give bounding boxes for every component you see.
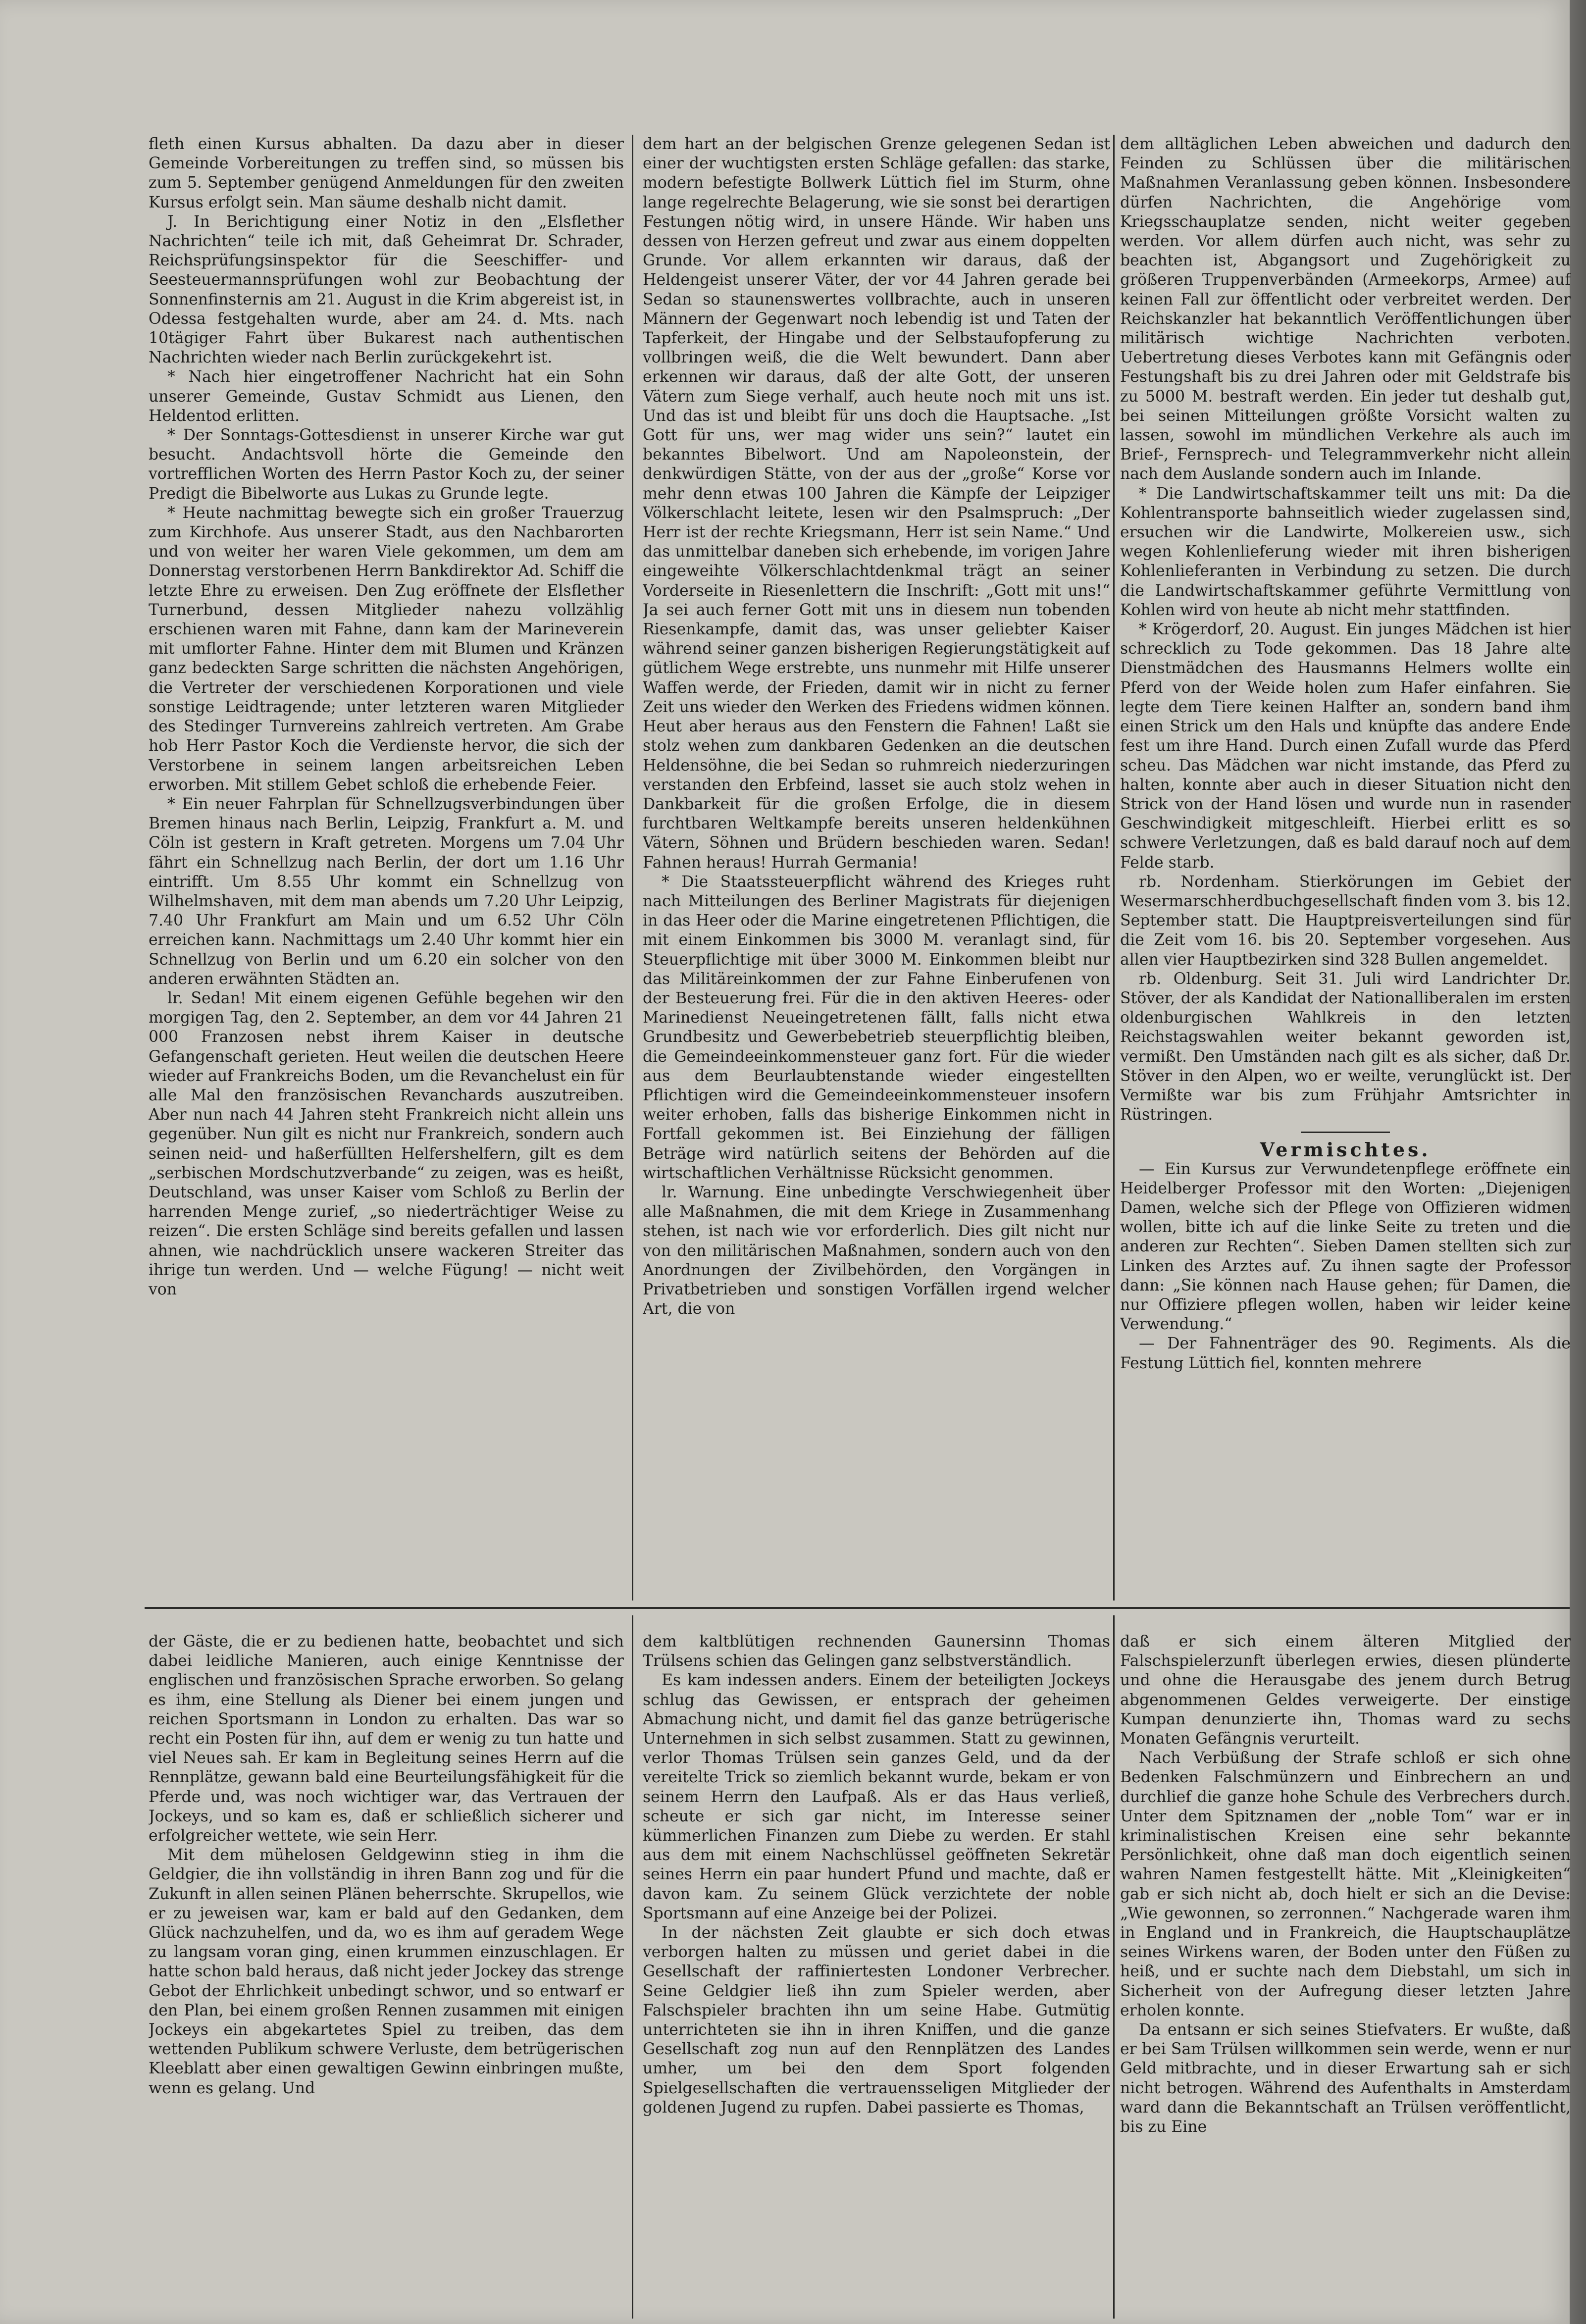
section-separator <box>1301 1132 1390 1133</box>
paragraph: dem hart an der belgischen Grenze gelegenen Sedan ist einer der wuchtigsten ersten Schläge gefallen: das starke, modern befestigte Bollwerk Lüttich fiel im Sturm, ohne lange regelrechte Belagerung, wie sie sonst bei derartigen Festungen nötig wird, in unsere Hände. Wir haben uns dessen von Herzen gefreut und zwar aus einem doppelten Grunde. Vor allem erkannten wir daraus, daß der Heldengeist unserer Väter, der vor 44 Jahren gerade bei Sedan so staunenswertes vollbrachte, auch in unseren Männern der Gegenwart noch lebendig ist und Taten der Tapferkeit, der Hingabe und der Selbstaufopferung zu vollbringen weiß, die die Welt bewundert. Dann aber erkennen wir daraus, daß der alte Gott, der unseren Vätern zum Siege verhalf, auch heute noch mit uns ist. Und das ist und bleibt für uns doch die Hauptsache. „Ist Gott für uns, wer mag wider uns sein?“ lautet ein bekanntes Bibelwort. Und am Napoleonstein, der denkwürdigen Stätte, von der aus der „große“ Korse vor mehr denn etwas 100 Jahren die Kämpfe der Leipziger Völkerschlacht leitete, lesen wir den Psalmspruch: „Der Herr ist der rechte Kriegsmann, Herr ist sein Name.“ Und das unmittelbar daneben sich erhebende, im vorigen Jahre eingeweihte Völkerschlachtdenkmal trägt an seiner Vorderseite in Riesenlettern die Inschrift: „Gott mit uns!“ Ja sei auch ferner Gott mit uns in diesem nun tobenden Riesenkampfe, damit das, was unser geliebter Kaiser während seiner ganzen bisherigen Regierungstätigkeit auf gütlichem Wege erstrebte, uns nunmehr mit Hilfe unserer Waffen werde, der Frieden, damit wir in nicht zu ferner Zeit uns wieder den Werken des Friedens widmen können. Heut aber heraus aus den Fenstern die Fahnen! Laßt sie stolz wehen zum dankbaren Gedenken an die deutschen Heldensöhne, die bei Sedan so ruhmreich niederzuringen verstanden den Erbfeind, lasset sie auch stolz wehen in Dankbarkeit für die großen Erfolge, die in diesem furchtbaren Weltkampfe bereits unseren heldenkühnen Vätern, Söhnen und Brüdern beschieden waren. Sedan! Fahnen heraus! Hurrah Germania! <box>643 135 1110 872</box>
top-column-1 <box>149 135 624 1596</box>
bottom-column-1 <box>149 1632 624 2316</box>
paragraph: * Ein neuer Fahrplan für Schnellzugsverbindungen über Bremen hinaus nach Berlin, Leipzig, Frankfurt a. M. und Cöln ist gestern in Kraft getreten. Morgens um 7.04 Uhr fährt ein Schnellzug nach Berlin, der dort um 1.16 Uhr eintrifft. Um 8.55 Uhr kommt ein Schnellzug von Wilhelmshaven, mit dem man abends um 7.20 Uhr Leipzig, 7.40 Uhr Frankfurt am Main und um 6.52 Uhr Cöln erreichen kann. Nachmittags um 2.40 Uhr kommt hier ein Schnellzug von Berlin und um 6.20 ein solcher von den anderen erwähnten Städten an. <box>149 795 624 988</box>
paragraph: rb. Oldenburg. Seit 31. Juli wird Landrichter Dr. Stöver, der als Kandidat der Nationalliberalen im ersten oldenburgischen Wahlkreis in den letzten Reichstagswahlen weiter bekannt geworden ist, vermißt. Den Umständen nach gilt es als sicher, daß Dr. Stöver in den Alpen, wo er weilte, verunglückt ist. Der Vermißte war bis zum Frühjahr Amtsrichter in Rüstringen. <box>1120 970 1571 1124</box>
paragraph: * Krögerdorf, 20. August. Ein junges Mädchen ist hier schrecklich zu Tode gekommen. Das 18 Jahre alte Dienstmädchen des Hausmanns Helmers wollte ein Pferd von der Weide holen zum Hafer einfahren. Sie legte dem Tiere keinen Halfter an, sondern band ihm einen Strick um den Hals und knüpfte das andere Ende fest um ihre Hand. Durch einen Zufall wurde das Pferd scheu. Das Mädchen war nicht imstande, das Pferd zu halten, konnte aber auch in dieser Situation nicht den Strick von der Hand lösen und wurde nun in rasender Geschwindigkeit mitgeschleift. Hierbei erlitt es so schwere Verletzungen, daß es bald darauf noch auf dem Felde starb. <box>1120 620 1571 872</box>
paragraph: Mit dem mühelosen Geldgewinn stieg in ihm die Geldgier, die ihn vollständig in ihren Bann zog und für die Zukunft in allen seinen Plänen beherrschte. Skrupellos, wie er zu jeweisen war, kam er bald auf den Gedanken, dem Glück nachzuhelfen, und da, wo es ihm auf geradem Wege zu langsam voran ging, einen krummen einzuschlagen. Er hatte schon bald heraus, daß nicht jeder Jockey das strenge Gebot der Ehrlichkeit unbedingt schwor, und so entwarf er den Plan, bei einem großen Rennen zusammen mit einigen Jockeys ein abgekartetes Spiel zu treiben, das dem wettenden Publikum schwere Verluste, dem betrügerischen Kleeblatt aber einen gewaltigen Gewinn einbringen mußte, wenn es gelang. Und <box>149 1846 624 2097</box>
paragraph: * Heute nachmittag bewegte sich ein großer Trauerzug zum Kirchhofe. Aus unserer Stadt, aus den Nachbarorten und von weiter her waren Viele gekommen, um dem am Donnerstag verstorbenen Herrn Bankdirektor Ad. Schiff die letzte Ehre zu erweisen. Den Zug eröffnete der Elsflether Turnerbund, dessen Mitglieder nahezu vollzählig erschienen waren mit Fahne, dann kam der Marineverein mit umflorter Fahne. Hinter dem mit Blumen und Kränzen ganz bedeckten Sarge schritten die nächsten Angehörigen, die Vertreter der verschiedenen Korporationen und viele sonstige Leidtragende; unter letzteren waren Mitglieder des Stedinger Turnvereins zahlreich vertreten. Am Grabe hob Herr Pastor Koch die Verdienste hervor, die sich der Verstorbene in seinem langen arbeitsreichen Leben erworben. Mit stillem Gebet schloß die erhebende Feier. <box>149 504 624 794</box>
paragraph: lr. Sedan! Mit einem eigenen Gefühle begehen wir den morgigen Tag, den 2. September, an dem vor 44 Jahren 21 000 Franzosen nebst ihrem Kaiser in deutsche Gefangenschaft gerieten. Heut weilen die deutschen Heere wieder auf Frankreichs Boden, um die Revanchelust ein für alle Mal den französischen Revanchards auszutreiben. Aber nun nach 44 Jahren steht Frankreich nicht allein uns gegenüber. Nun gilt es nicht nur Frankreich, sondern auch seinen neid- und haßerfüllten Helfershelfern, gilt es dem „serbischen Mordschutzverbande“ zu zeigen, was es heißt, Deutschland, was unser Kaiser vom Schloß zu Berlin der harrenden Menge zurief, „so niederträchtiger Weise zu reizen“. Die ersten Schläge sind bereits gefallen und lassen ahnen, wie nachdrücklich unsere wackeren Streiter das ihrige tun werden. Und — welche Fügung! — nicht weit von <box>149 989 624 1298</box>
paragraph: * Der Sonntags-Gottesdienst in unserer Kirche war gut besucht. Andachtsvoll hörte die Gemeinde den vortrefflichen Worten des Herrn Pastor Koch zu, der seiner Predigt die Bibelworte aus Lukas zu Grunde legte. <box>149 426 624 503</box>
paragraph: dem kaltblütigen rechnenden Gaunersinn Thomas Trülsens schien das Gelingen ganz selbstverständlich. <box>643 1633 1110 1670</box>
paragraph: Nach Verbüßung der Strafe schloß er sich ohne Bedenken Falschmünzern und Einbrechern an und durchlief die ganze hohe Schule des Verbrechers durch. Unter dem Spitznamen der „noble Tom“ war er in kriminalistischen Kreisen eine sehr bekannte Persönlichkeit, ohne daß man doch eigentlich seinen wahren Namen festgestellt hätte. Mit „Kleinigkeiten“ gab er sich nicht ab, doch hielt er sich an die Devise: „Wie gewonnen, so zerronnen.“ Nachgerade waren ihm in England und in Frankreich, die Hauptschauplätze seines Wirkens waren, der Boden unter den Füßen zu heiß, und er suchte nach dem Diebstahl, um sich in Sicherheit von der Aufregung dieser letzten Jahre erholen konnte. <box>1120 1749 1571 2019</box>
column-rule-bottom-1 <box>632 1615 633 2319</box>
paragraph: * Nach hier eingetroffener Nachricht hat ein Sohn unserer Gemeinde, Gustav Schmidt aus Lienen, den Heldentod erlitten. <box>149 368 624 425</box>
column-rule-bottom-2 <box>1113 1615 1115 2319</box>
paragraph: — Ein Kursus zur Verwundetenpflege eröffnete ein Heidelberger Professor mit den Worten: „Diejenigen Damen, welche sich der Pflege von Offizieren widmen wollen, bitte ich auf die linke Seite zu treten und die anderen zur Rechten“. Sieben Damen stellten sich zur Linken des Arztes auf. Zu ihnen sagte der Professor dann: „Sie können nach Hause gehen; für Damen, die nur Offiziere pflegen wollen, haben wir leider keine Verwendung.“ <box>1120 1160 1571 1334</box>
paragraph: dem alltäglichen Leben abweichen und dadurch den Feinden zu Schlüssen über die militärischen Maßnahmen Veranlassung geben können. Insbesondere dürfen Nachrichten, die Angehörige vom Kriegsschauplatze senden, nicht weiter gegeben werden. Vor allem dürfen auch nicht, was sehr zu beachten ist, Abgangsort und Zugehörigkeit zu größeren Truppenverbänden (Armeekorps, Armee) auf keinen Fall zur öffentlicht oder verbreitet werden. Der Reichskanzler hat bekanntlich Veröffentlichungen über militärisch wichtige Nachrichten verboten. Uebertretung dieses Verbotes kann mit Gefängnis oder Festungshaft bis zu drei Jahren oder mit Geldstrafe bis zu 5000 M. bestraft werden. Ein jeder tut deshalb gut, bei seinen Mitteilungen größte Vorsicht walten zu lassen, sowohl im mündlichen Verkehre als auch im Brief-, Fernsprech- und Telegrammverkehr nicht allein nach dem Auslande sondern auch im Inlande. <box>1120 135 1571 483</box>
top-column-3 <box>1120 135 1571 1596</box>
bottom-column-3 <box>1120 1632 1571 2316</box>
paragraph: daß er sich einem älteren Mitglied der Falschspielerzunft überlegen erwies, diesen plünderte und ohne die Herausgabe des jenem durch Betrug abgenommenen Geldes verweigerte. Der einstige Kumpan denunzierte ihn, Thomas ward zu sechs Monaten Gefängnis verurteilt. <box>1120 1633 1571 1748</box>
paragraph: * Die Staatssteuerpflicht während des Krieges ruht nach Mitteilungen des Berliner Magistrats für diejenigen in das Heer oder die Marine eingetretenen Pflichtigen, die mit einem Einkommen bis 3000 M. veranlagt sind, für Steuerpflichtige mit über 3000 M. Einkommen bleibt nur das Militäreinkommen der zur Fahne Einberufenen von der Besteuerung frei. Für die in den aktiven Heeres- oder Marinedienst Neueingetretenen fällt, falls nicht etwa Grundbesitz und Gewerbebetrieb steuerpflichtig bleiben, die Gemeindeeinkommensteuer ganz fort. Für die wieder aus dem Beurlaubtenstande wieder eingestellten Pflichtigen wird die Gemeindeeinkommensteuer insofern weiter erhoben, falls das bisherige Einkommen nicht in Fortfall gekommen ist. Bei Einziehung der fälligen Beträge wird natürlich seitens der Behörden auf die wirtschaftlichen Verhältnisse Rücksicht genommen. <box>643 873 1110 1182</box>
top-column-2 <box>643 135 1110 1596</box>
column-rule-top-1 <box>632 135 633 1601</box>
paragraph: fleth einen Kursus abhalten. Da dazu aber in dieser Gemeinde Vorbereitungen zu treffen sind, so müssen bis zum 5. September genügend Anmeldungen für den zweiten Kursus erfolgt sein. Man säume deshalb nicht damit. <box>149 135 624 211</box>
bottom-column-2 <box>643 1632 1110 2316</box>
paragraph: Da entsann er sich seines Stiefvaters. Er wußte, daß er bei Sam Trülsen willkommen sein werde, wenn er nur Geld mitbrachte, und in dieser Erwartung sah er sich nicht betrogen. Während des Aufenthalts in Amsterdam ward dann die Bekanntschaft an Trülsen veröffentlicht, bis zu Eine <box>1120 2021 1571 2136</box>
section-heading: Vermischtes. <box>1260 1138 1431 1161</box>
paragraph: Es kam indessen anders. Einem der beteiligten Jockeys schlug das Gewissen, er entsprach der geheimen Abmachung nicht, und damit fiel das ganze betrügerische Unternehmen in sich selbst zusammen. Statt zu gewinnen, verlor Thomas Trülsen sein ganzes Geld, und da der vereitelte Trick so ziemlich bekannt wurde, bekam er von seinem Herrn den Laufpaß. Als er das Haus verließ, scheute er sich gar nicht, im Interesse seiner kümmerlichen Finanzen zum Diebe zu werden. Er stahl aus dem mit einem Nachschlüssel geöffneten Sekretär seines Herrn ein paar hundert Pfund und machte, daß er davon kam. Zu seinem Glück verzichtete der noble Sportsmann auf eine Anzeige bei der Polizei. <box>643 1671 1110 1922</box>
paragraph: * Die Landwirtschaftskammer teilt uns mit: Da die Kohlentransporte bahnseitlich wieder zugelassen sind, ersuchen wir die Landwirte, Molkereien usw., sich wegen Kohlenlieferung wieder mit ihren bisherigen Kohlenlieferanten in Verbindung zu setzen. Die durch die Landwirtschaftskammer geführte Vermittlung von Kohlen wird von heute ab nicht mehr stattfinden. <box>1120 484 1571 619</box>
horizontal-rule <box>145 1607 1570 1609</box>
paragraph: In der nächsten Zeit glaubte er sich doch etwas verborgen halten zu müssen und geriet dabei in die Gesellschaft der raffiniertesten Londoner Verbrecher. Seine Geldgier ließ ihn zum Spieler werden, aber Falschspieler brachten ihn um seine Habe. Gutmütig unterrichteten sie ihn in ihren Kniffen, und die ganze Gesellschaft zog nun auf den Rennplätzen des Landes umher, um bei den dem Sport folgenden Spielgesellschaften die vertrauensseligen Mitglieder der goldenen Jugend zu rupfen. Dabei passierte es Thomas, <box>643 1924 1110 2117</box>
paragraph: lr. Warnung. Eine unbedingte Verschwiegenheit über alle Maßnahmen, die mit dem Kriege in Zusammenhang stehen, ist nach wie vor erforderlich. Dies gilt nicht nur von den militärischen Maßnahmen, sondern auch von den Anordnungen der Zivilbehörden, den Vorgängen in Privatbetrieben und sonstigen Vorfällen irgend welcher Art, die von <box>643 1183 1110 1318</box>
paragraph: der Gäste, die er zu bedienen hatte, beobachtet und sich dabei leidliche Manieren, auch einige Kenntnisse der englischen und französischen Sprache erworben. So gelang es ihm, eine Stellung als Diener bei einem jungen und reichen Sportsmann in London zu erhalten. Das war so recht ein Posten für ihn, auf dem er wenig zu tun hatte und viel Neues sah. Er kam in Begleitung seines Herrn auf die Rennplätze, gewann bald eine Beurteilungsfähigkeit für die Pferde und, was noch wichtiger war, das Vertrauen der Jockeys, und so kam es, daß er schließlich sicherer und erfolgreicher wettete, wie sein Herr. <box>149 1633 624 1845</box>
column-rule-top-2 <box>1113 135 1115 1601</box>
page-edge <box>1570 0 1586 2324</box>
paragraph: rb. Nordenham. Stierkörungen im Gebiet der Wesermarschherdbuchgesellschaft finden vom 3. bis 12. September statt. Die Hauptpreisverteilungen sind für die Zeit vom 16. bis 20. September vorgesehen. Aus allen vier Hauptbezirken sind 328 Bullen angemeldet. <box>1120 873 1571 969</box>
paragraph: J. In Berichtigung einer Notiz in den „Elsflether Nachrichten“ teile ich mit, daß Geheimrat Dr. Schrader, Reichsprüfungsinspektor für die Seeschiffer- und Seesteuermannsprüfungen wohl zur Beobachtung der Sonnenfinsternis am 21. August in die Krim abgereist ist, in Odessa festgehalten wurde, aber am 24. d. Mts. nach 10tägiger Fahrt über Bukarest nach authentischen Nachrichten wieder nach Berlin zurückgekehrt ist. <box>149 212 624 367</box>
paragraph: — Der Fahnenträger des 90. Regiments. Als die Festung Lüttich fiel, konnten mehrere <box>1120 1335 1571 1372</box>
